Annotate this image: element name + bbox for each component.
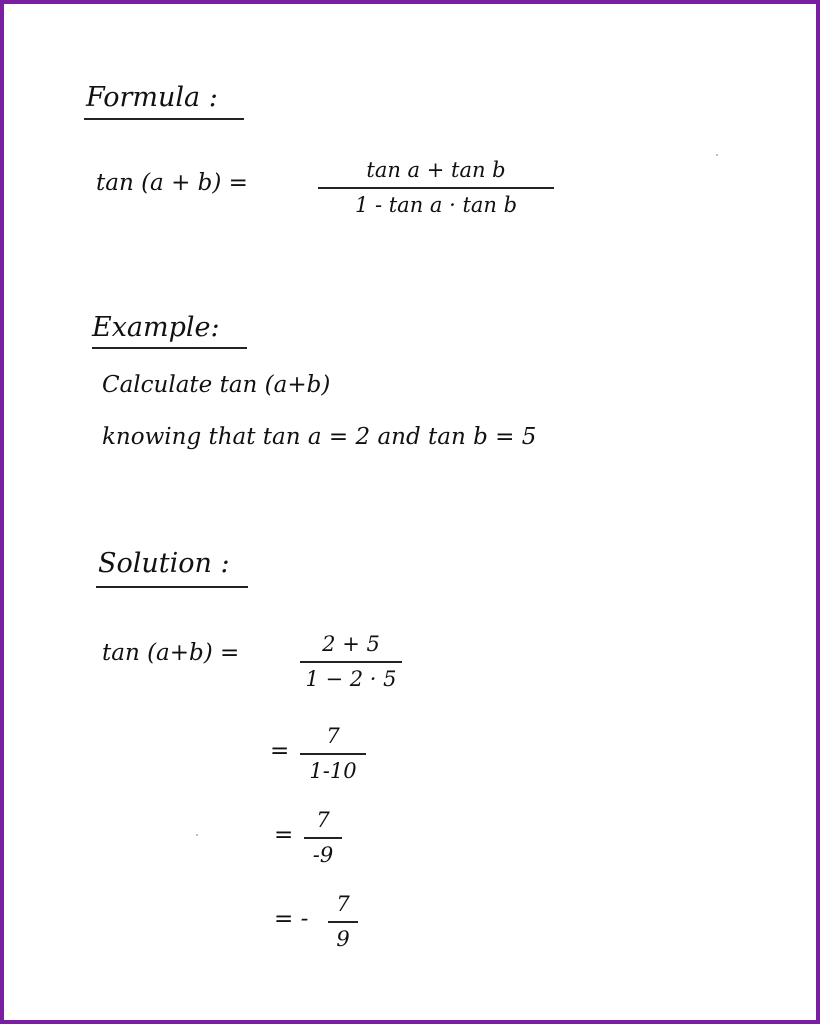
solution-heading: Solution : <box>98 548 230 579</box>
step-2-denominator: 1-10 <box>309 758 357 783</box>
formula-heading-underline <box>84 118 244 120</box>
example-line-2: knowing that tan a = 2 and tan b = 5 <box>102 424 537 450</box>
scan-speck <box>196 834 198 836</box>
step-2-fraction-bar <box>300 753 366 755</box>
formula-lhs: tan (a + b) = <box>96 170 248 196</box>
step-3-fraction-bar <box>304 837 342 839</box>
step-1-denominator: 1 − 2 · 5 <box>305 666 397 691</box>
solution-heading-underline <box>96 586 248 588</box>
step-3-equals: = <box>274 822 294 848</box>
formula-heading: Formula : <box>86 82 218 113</box>
step-4-fraction-bar <box>328 921 358 923</box>
solution-step-4-fraction <box>328 894 358 950</box>
step-3-numerator: 7 <box>316 808 330 832</box>
scan-speck <box>716 154 718 156</box>
step-1-fraction-bar <box>300 661 402 663</box>
step-1-numerator: 2 + 5 <box>322 632 380 656</box>
example-heading-underline <box>92 347 247 349</box>
step-2-numerator: 7 <box>326 724 340 748</box>
step-3-denominator: -9 <box>312 842 334 867</box>
step-4-numerator: 7 <box>336 892 350 916</box>
solution-step-3-fraction <box>304 810 342 866</box>
formula-fraction <box>318 160 554 216</box>
solution-step-2-fraction <box>300 726 366 782</box>
step-4-equals-minus: = - <box>274 906 309 932</box>
example-heading: Example: <box>92 312 220 343</box>
formula-numerator: tan a + tan b <box>366 158 506 182</box>
solution-step-1-fraction <box>300 634 402 690</box>
step-2-equals: = <box>270 738 290 764</box>
formula-denominator: 1 - tan a · tan b <box>354 192 518 217</box>
formula-fraction-bar <box>318 187 554 189</box>
solution-lhs: tan (a+b) = <box>102 640 240 666</box>
example-line-1: Calculate tan (a+b) <box>102 372 331 398</box>
step-4-denominator: 9 <box>336 926 350 951</box>
